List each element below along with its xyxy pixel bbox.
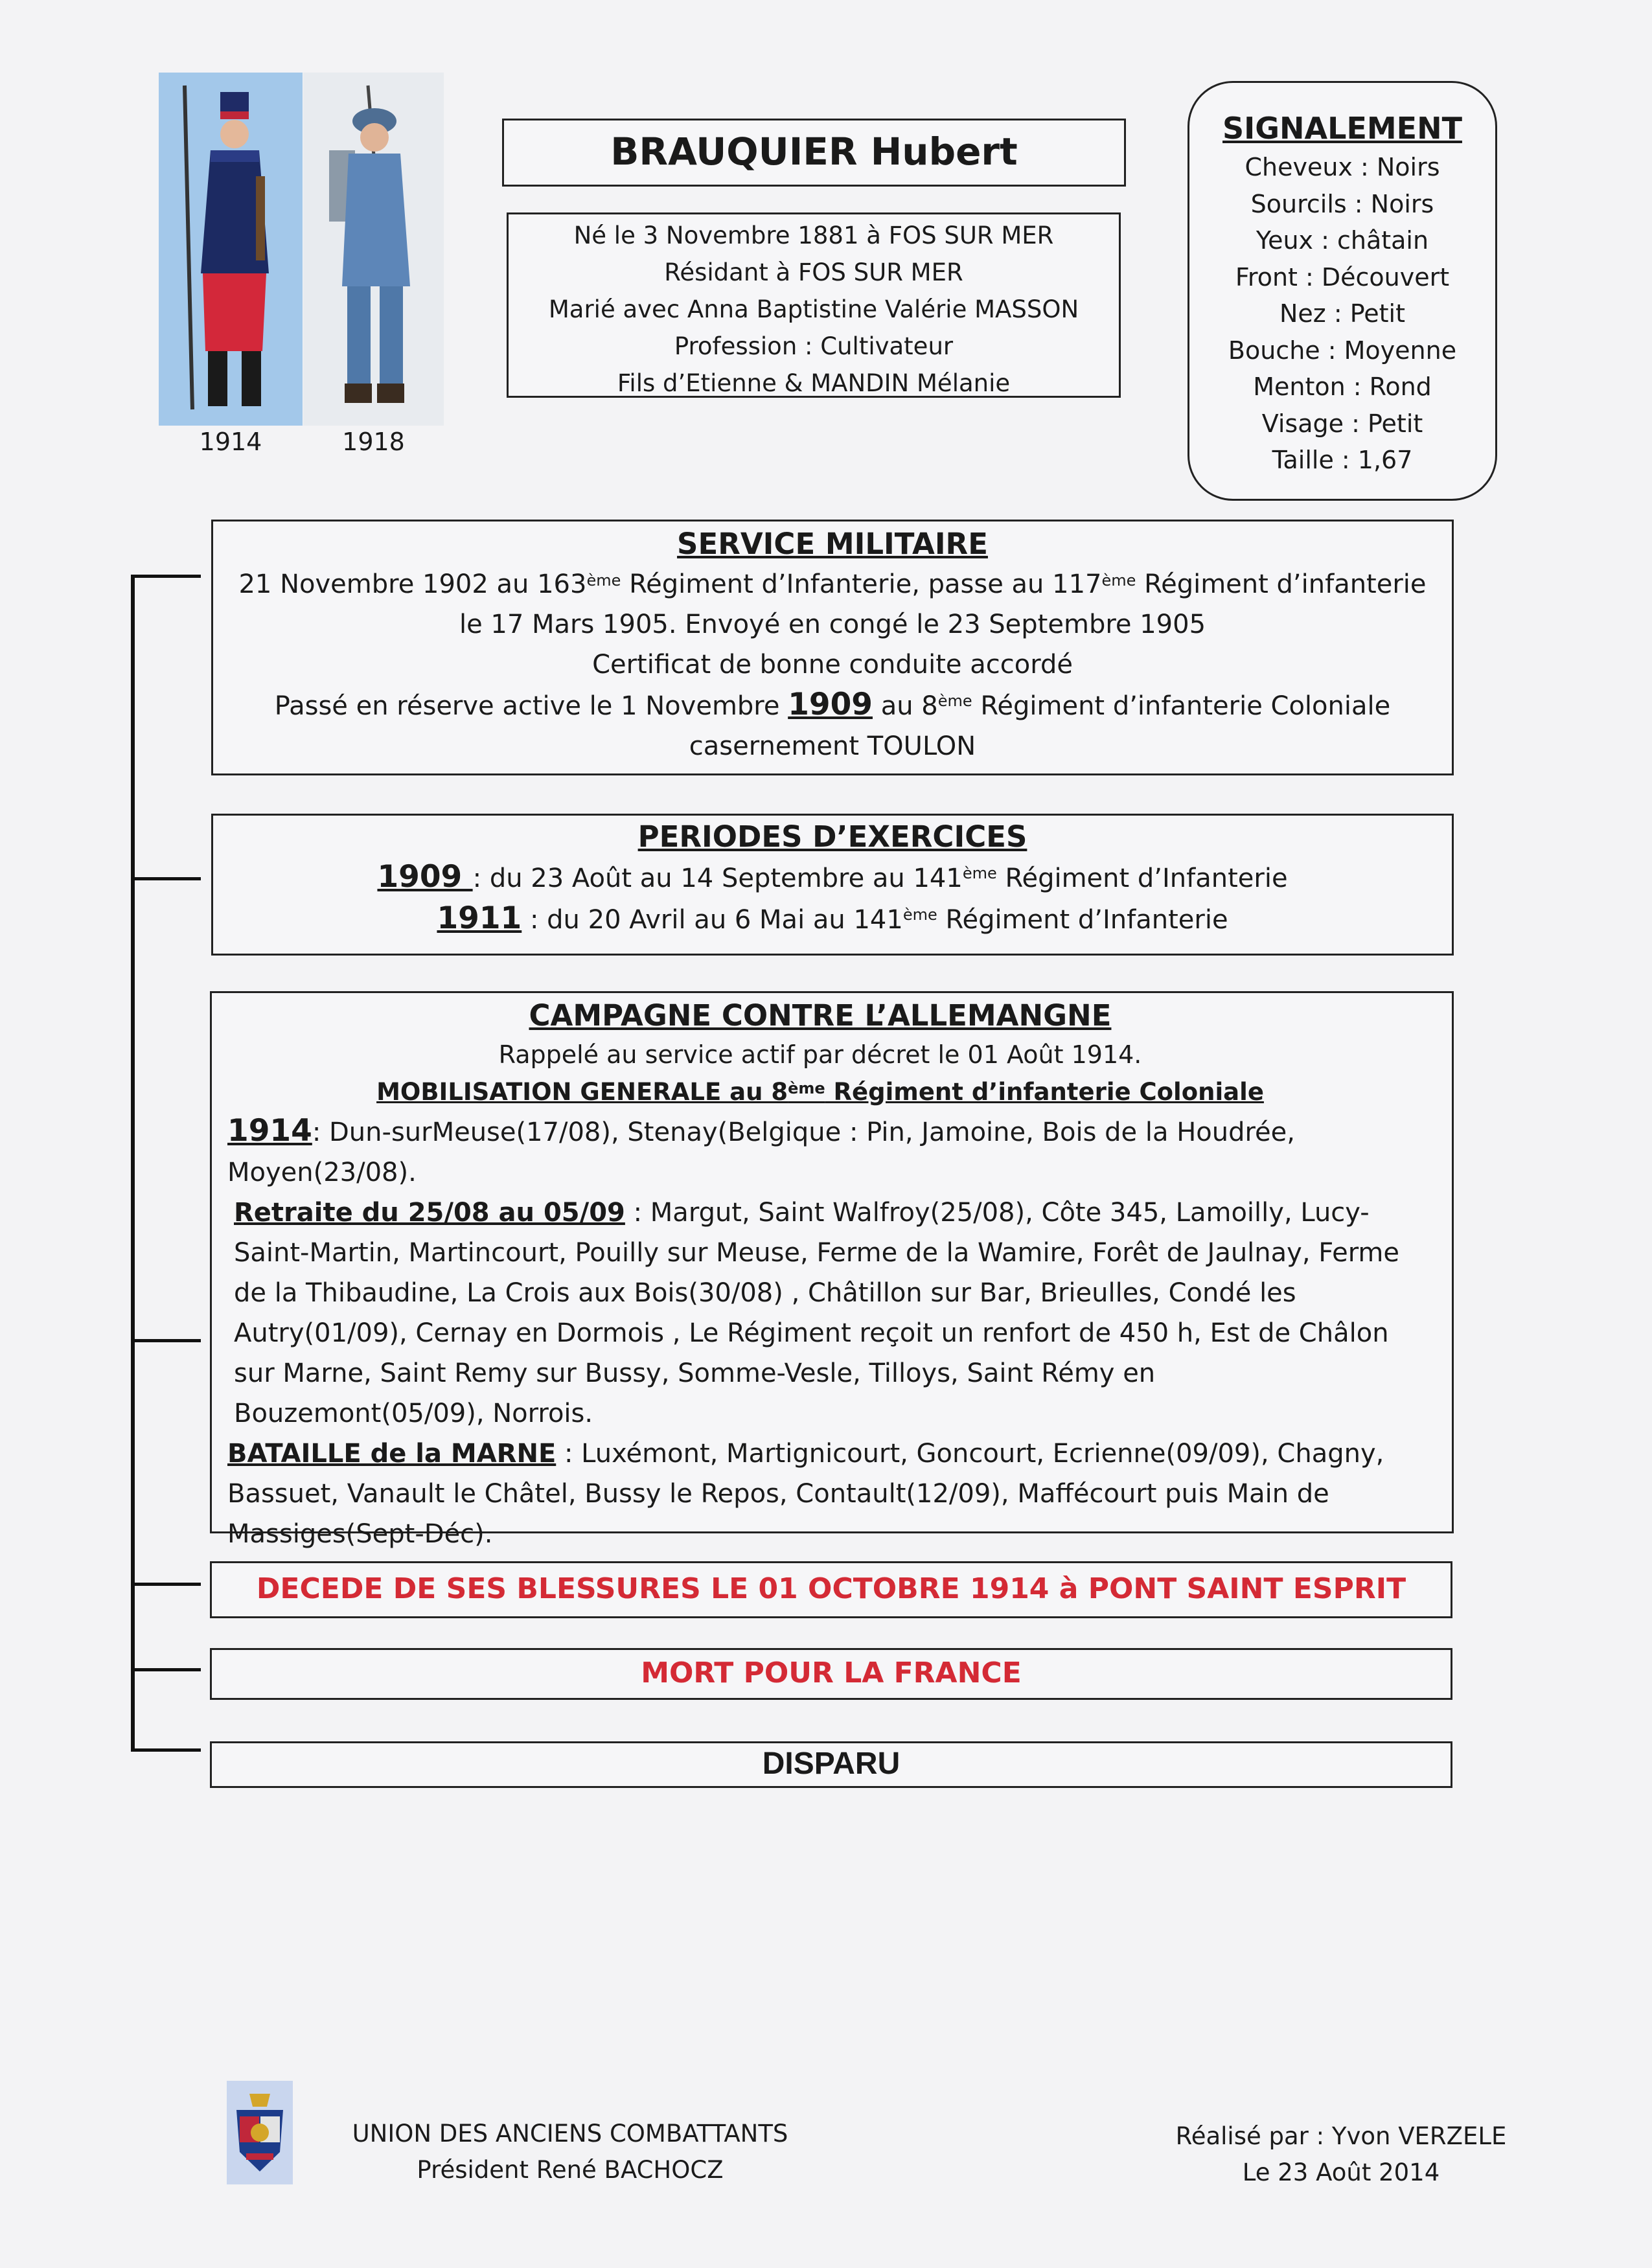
identity-spouse: Marié avec Anna Baptistine Valérie MASSON [548,295,1079,323]
service-line-5: casernement TOULON [689,731,976,761]
crest-icon [227,2081,293,2184]
name-box [502,119,1126,187]
periodes-title: PERIODES D’EXERCICES [637,819,1027,854]
campagne-bataille-marne: BATAILLE de la MARNE : Luxémont, Martignicourt, Goncourt, Ecrienne(09/09), Chagny, Bassuet, Vanault le Châtel, Bussy le Repos, Contault(12/09), Maffécourt puis Main de Massiges(Sept-Déc). [227,1439,1384,1549]
sig-cheveux: Cheveux : Noirs [1245,153,1440,181]
identity-profession: Profession : Cultivateur [674,332,954,360]
soldier-1914-image [159,73,303,426]
timeline-tick-disparu [131,1748,201,1752]
service-title: SERVICE MILITAIRE [677,527,988,561]
service-line-1: 21 Novembre 1902 au 163ème Régiment d’Infanterie, passe au 117ème Régiment d’infanterie [238,569,1427,599]
signalement-title: SIGNALEMENT [1222,111,1462,146]
service-militaire-box [211,520,1454,775]
disparu-box [210,1741,1452,1788]
campagne-box [210,991,1454,1549]
periode-1911: 1911 : du 20 Avril au 6 Mai au 141ème Régiment d’Infanterie [437,900,1228,936]
soldier-1914-figure [159,73,303,426]
sig-sourcils: Sourcils : Noirs [1250,189,1434,218]
identity-box [507,212,1121,398]
identity-parents: Fils d’Etienne & MANDIN Mélanie [617,369,1011,397]
footer-credit [1153,2118,1529,2191]
sig-menton: Menton : Rond [1253,372,1432,401]
periode-1909: 1909 : du 23 Août au 14 Septembre au 141ème Régiment d’Infanterie [377,859,1288,895]
sig-taille: Taille : 1,67 [1272,446,1413,474]
timeline-tick-service [131,575,201,578]
association-logo [227,2081,293,2184]
mort-box [210,1648,1452,1700]
timeline-tick-campagne [131,1339,201,1342]
sig-yeux: Yeux : châtain [1256,226,1429,255]
signalement-box [1187,81,1497,501]
caption-1918: 1918 [342,428,405,456]
timeline-tick-periodes [131,877,201,880]
footer-association [324,2116,816,2188]
soldier-1918-figure [303,73,444,426]
campagne-rappel: Rappelé au service actif par décret le 01 Août 1914. [498,1040,1142,1069]
footer-author: Réalisé par : Yvon VERZELE [1175,2122,1507,2150]
service-line-3: Certificat de bonne conduite accordé [592,650,1073,680]
identity-residence: Résidant à FOS SUR MER [664,258,963,286]
person-name: BRAUQUIER Hubert [610,130,1018,174]
identity-birth: Né le 3 Novembre 1881 à FOS SUR MER [573,222,1054,249]
decede-box [210,1561,1452,1618]
decede-text: DECEDE DE SES BLESSURES LE 01 OCTOBRE 1914 à PONT SAINT ESPRIT [256,1572,1406,1605]
timeline-tick-mort [131,1668,201,1671]
sig-visage: Visage : Petit [1261,409,1423,438]
timeline-tick-decede [131,1583,201,1586]
disparu-text: DISPARU [762,1747,901,1781]
sig-bouche: Bouche : Moyenne [1228,336,1457,365]
footer-president: Président René BACHOCZ [417,2156,724,2184]
campagne-retraite: Retraite du 25/08 au 05/09 : Margut, Saint Walfroy(25/08), Côte 345, Lamoilly, Lucy-Saint-Martin, Martincourt, Pouilly sur Meuse, Ferme de la Wamire, Forêt de Jaulnay, Ferme de la Thibaudine, La Crois aux Bois(30/08) , Châtillon sur Bar, Brieulles, Condé les Autry(01/09), Cernay en Dormois , Le Régiment reçoit un renfort de 450 h, Est de Châlon sur Marne, Saint Remy sur Bussy, Somme-Vesle, Tilloys, Saint Rémy en Bouzemont(05/09), Norrois. [234,1198,1400,1428]
timeline-vertical-line [131,575,135,1751]
footer-date: Le 23 Août 2014 [1242,2159,1440,2186]
sig-front: Front : Découvert [1235,262,1450,292]
service-line-2: le 17 Mars 1905. Envoyé en congé le 23 Septembre 1905 [459,610,1206,639]
campagne-1914: 1914: Dun-surMeuse(17/08), Stenay(Belgique : Pin, Jamoine, Bois de la Houdrée, Moyen(23/08). [227,1113,1295,1187]
campagne-mobilisation: MOBILISATION GENERALE au 8ème Régiment d’infanterie Coloniale [376,1078,1264,1106]
sig-nez: Nez : Petit [1279,299,1405,328]
service-line-4: Passé en réserve active le 1 Novembre 1909 au 8ème Régiment d’infanterie Coloniale [274,687,1391,722]
soldier-1918-image [303,73,444,426]
caption-1914: 1914 [199,428,262,456]
campagne-title: CAMPAGNE CONTRE L’ALLEMANGNE [529,998,1112,1033]
mort-text: MORT POUR LA FRANCE [641,1656,1022,1690]
footer-org: UNION DES ANCIENS COMBATTANTS [352,2120,788,2148]
periodes-box [211,814,1454,956]
